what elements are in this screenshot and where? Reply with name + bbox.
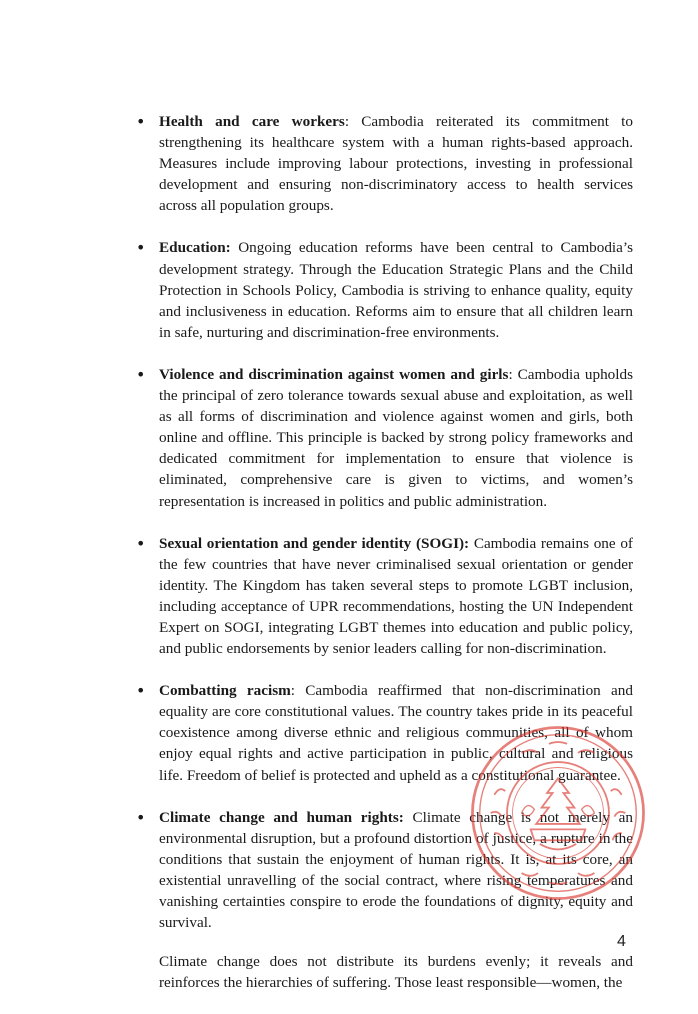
list-item-education	[133, 237, 633, 342]
item-text: Cambodia reiterated its commitment to strengthening its healthcare system with a human rights-based approach. Measures include improving labour protections, investing in professional development and ensuring non-discriminatory access to health services across all population groups.	[159, 113, 633, 215]
list-item-violence	[133, 364, 633, 512]
list-item-health	[133, 111, 633, 216]
page-number: 4	[617, 933, 626, 950]
item-paragraph	[159, 533, 633, 660]
bullet-list	[133, 111, 633, 1014]
continuation-paragraph: Climate change does not distribute its burdens evenly; it reveals and reinforces the hierarchies of suffering. Those least responsible—women, the	[159, 953, 633, 992]
bullet-icon: •	[136, 238, 146, 258]
list-item-sogi	[133, 533, 633, 660]
list-item-climate	[133, 807, 633, 994]
item-heading: Education:	[159, 239, 231, 257]
list-item-racism	[133, 680, 633, 785]
heading-separator: :	[508, 365, 518, 383]
item-text: Ongoing education reforms have been central to Cambodia’s development strategy. Through the Education Strategic Plans and the Child Protection in Schools Policy, Cambodia is striving to enhance quality, equity and inclusiveness in education. Reforms aim to ensure that all children learn in safe, nurturing and discrimination-free environments.	[159, 239, 633, 341]
item-paragraph	[159, 807, 633, 934]
heading-separator: :	[344, 113, 362, 130]
item-heading: Combatting racism	[159, 682, 291, 700]
item-text: Cambodia remains one of the few countries that have never criminalised sexual orientation or gender identity. The Kingdom has taken several steps to promote LGBT inclusion, including acceptance of UPR recommendations, hosting the UN Independent Expert on SOGI, integrating LGBT themes into education and public policy, and public endorsements by senior leaders calling for non-discrimination.	[159, 534, 633, 658]
item-paragraph	[159, 111, 633, 216]
item-heading: Climate change and human rights:	[159, 808, 404, 826]
heading-separator: :	[290, 682, 306, 700]
bullet-icon: •	[136, 533, 146, 553]
bullet-icon: •	[136, 364, 146, 384]
item-paragraph	[159, 237, 633, 342]
item-heading: Health and care workers	[159, 113, 345, 130]
heading-separator	[404, 809, 413, 826]
item-heading: Sexual orientation and gender identity (SOGI):	[159, 534, 470, 552]
bullet-icon: •	[136, 807, 146, 827]
bullet-icon: •	[136, 681, 146, 701]
item-text: Climate change is not merely an environmental disruption, but a profound distortion of justice, a rupture in the conditions that sustain the enjoyment of human rights. It is, at its core, an existential unravelling of the social contract, where rising temperatures and vanishing certainties conspire to erode the foundations of dignity, equity and survival.	[159, 808, 633, 932]
item-text: Cambodia upholds the principal of zero tolerance towards sexual abuse and exploitation, as well as all forms of discrimination and violence against women and girls, both online and offline. This principle is backed by strong policy frameworks and dedicated commitment for implementation to ensure that violence is eliminated, comprehensive care is given to victims, and women’s representation is increased in politics and public administration.	[159, 365, 633, 510]
item-paragraph	[159, 364, 633, 512]
item-paragraph	[159, 680, 633, 785]
item-text: Cambodia reaffirmed that non-discrimination and equality are core constitutional values. The country takes pride in its peaceful coexistence among diverse ethnic and religious communities, all of whom enjoy equal rights and active participation in public, cultural and religious life. Freedom of belief is protected and upheld as a constitutional guarantee.	[159, 682, 633, 784]
bullet-icon: •	[136, 112, 146, 131]
item-heading: Violence and discrimination against women and girls	[159, 365, 509, 383]
